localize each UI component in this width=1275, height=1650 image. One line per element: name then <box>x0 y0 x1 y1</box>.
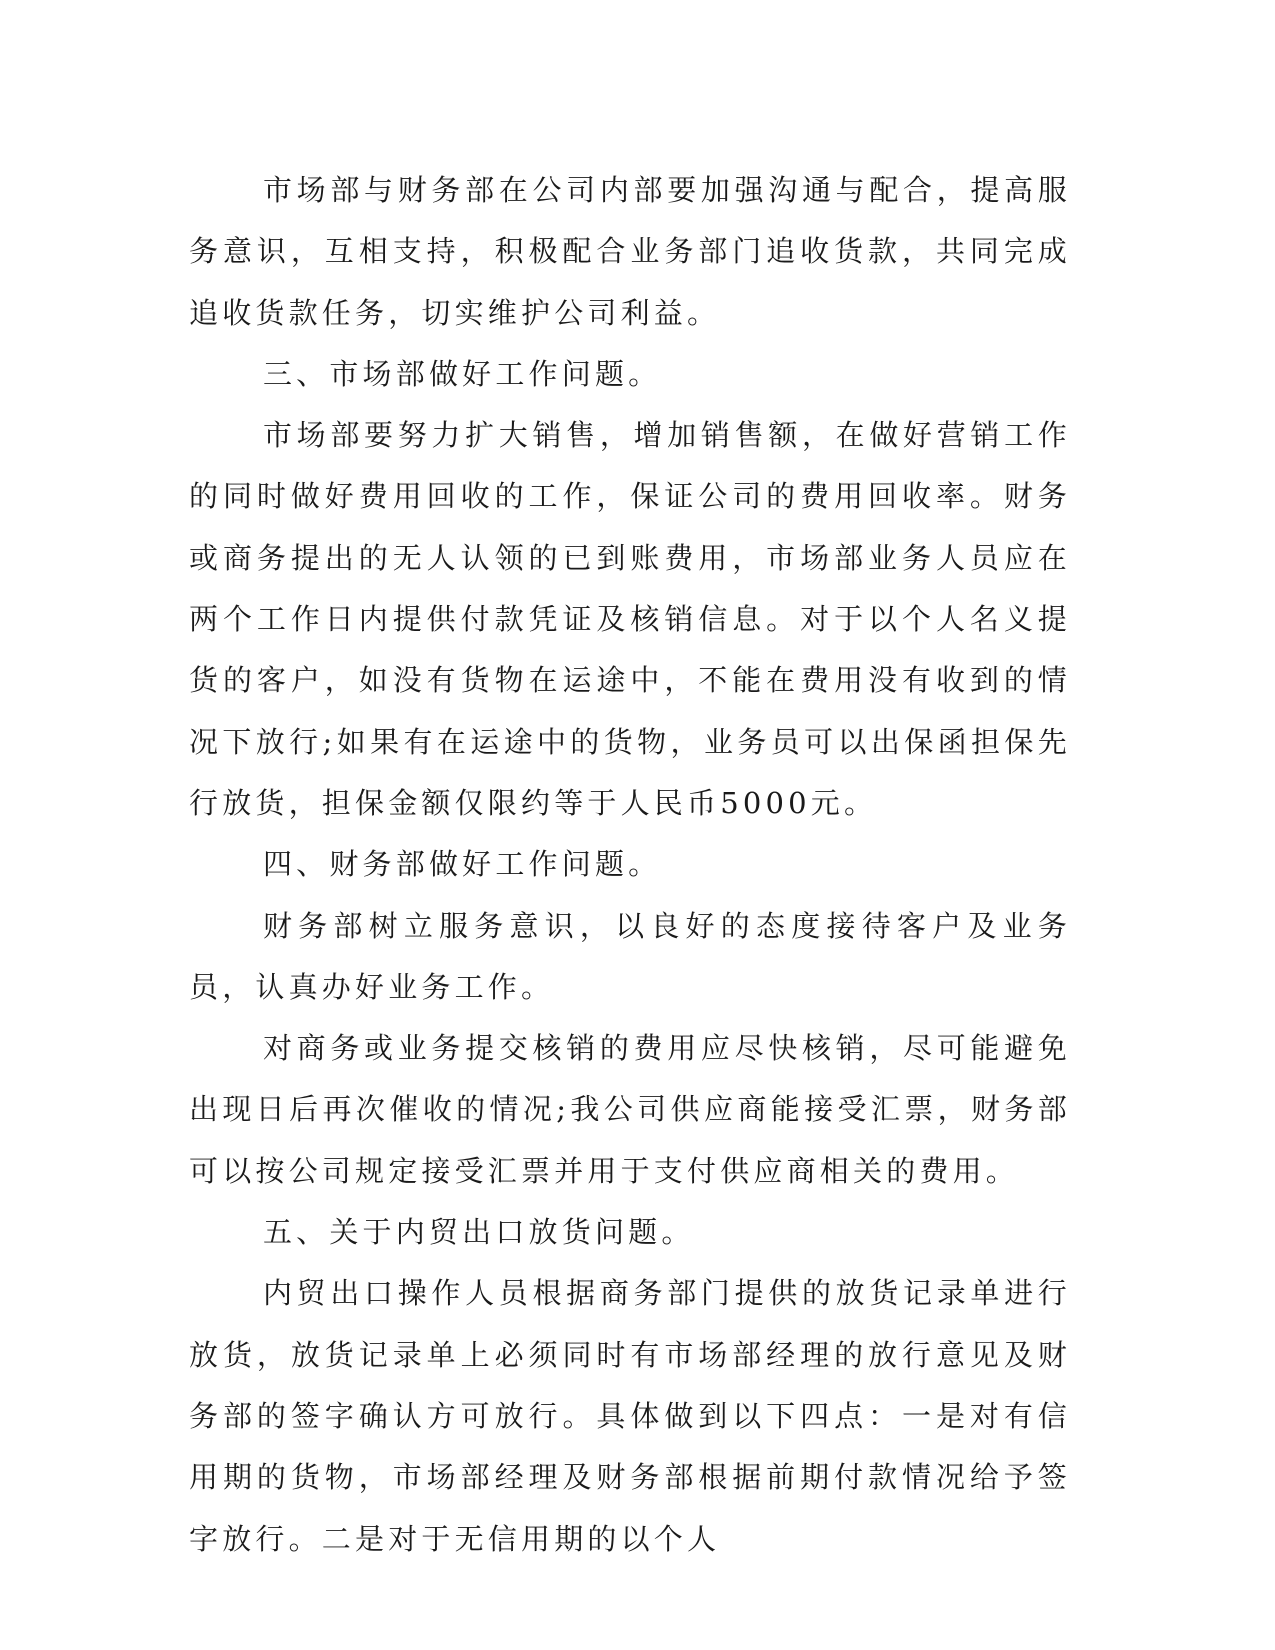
heading-section-3: 三、市场部做好工作问题。 <box>262 356 662 391</box>
paragraph-communication: 市场部与财务部在公司内部要加强沟通与配合，提高服务意识，互相支持，积极配合业务部门追收货款，共同完成追收货款任务，切实维护公司利益。 <box>189 173 1071 330</box>
heading-section-5: 五、关于内贸出口放货问题。 <box>262 1215 695 1250</box>
paragraph-market-dept: 市场部要努力扩大销售，增加销售额，在做好营销工作的同时做好费用回收的工作，保证公司的费用回收率。财务或商务提出的无人认领的已到账费用，市场部业务人员应在两个工作日内提供付款凭证及核销信息。对于以个人名义提货的客户，如没有货物在运途中，不能在费用没有收到的情况下放行;如果有在运途中的货物，业务员可以出保函担保先行放货，担保金额仅限约等于人民币5000元。 <box>189 418 1071 820</box>
document-body <box>189 160 1071 1570</box>
paragraph-finance-service: 财务部树立服务意识，以良好的态度接待客户及业务员，认真办好业务工作。 <box>189 908 1071 1004</box>
paragraph-finance-writeoff: 对商务或业务提交核销的费用应尽快核销，尽可能避免出现日后再次催收的情况;我公司供应商能接受汇票，财务部可以按公司规定接受汇票并用于支付供应商相关的费用。 <box>189 1031 1071 1188</box>
heading-section-4: 四、财务部做好工作问题。 <box>262 847 662 882</box>
paragraph-release-goods: 内贸出口操作人员根据商务部门提供的放货记录单进行放货，放货记录单上必须同时有市场部经理的放行意见及财务部的签字确认方可放行。具体做到以下四点：一是对有信用期的货物，市场部经理及财务部根据前期付款情况给予签字放行。二是对于无信用期的以个人 <box>189 1276 1071 1556</box>
